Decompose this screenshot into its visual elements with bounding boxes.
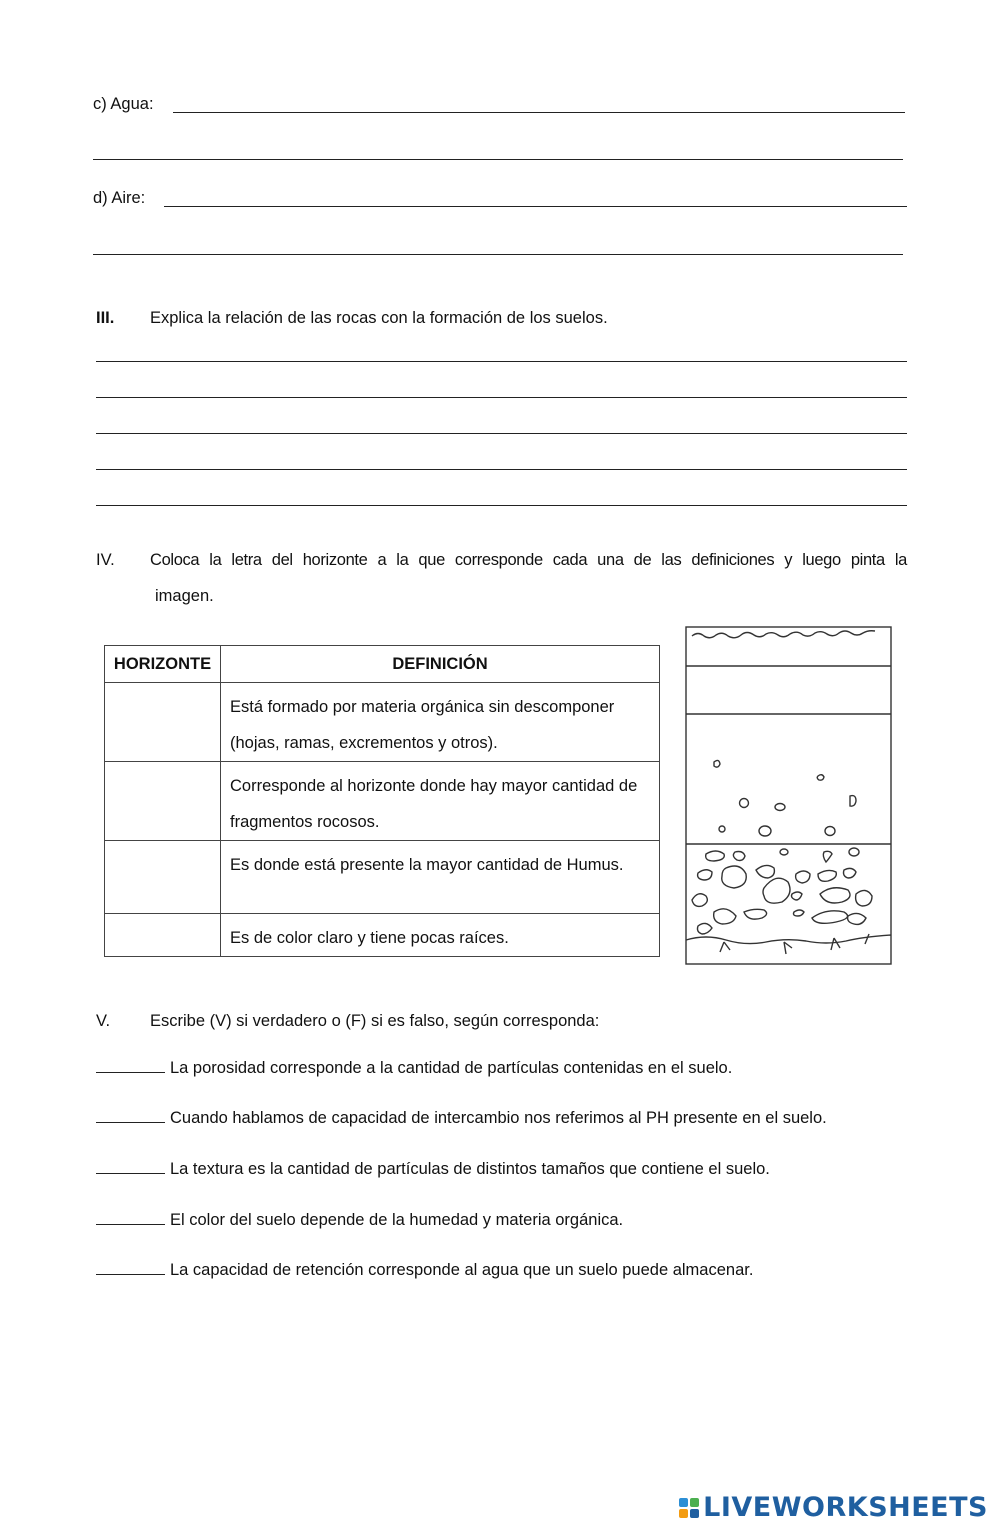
- item-c-answer-line-1[interactable]: [173, 112, 905, 113]
- true-false-item: [96, 1159, 770, 1179]
- true-false-item: [96, 1260, 753, 1280]
- true-false-blank[interactable]: [96, 1058, 165, 1073]
- horizon-answer-cell[interactable]: [105, 683, 221, 762]
- section-v-prompt: Escribe (V) si verdadero o (F) si es falso, según corresponda:: [150, 1012, 600, 1030]
- section-iii-answer-line[interactable]: [96, 361, 907, 362]
- true-false-blank[interactable]: [96, 1108, 165, 1123]
- horizon-answer-cell[interactable]: [105, 841, 221, 914]
- true-false-item: [96, 1108, 827, 1128]
- liveworksheets-logo-icon: [679, 1498, 699, 1518]
- soil-profile-drawing-icon[interactable]: [684, 626, 894, 966]
- definition-cell: Es donde está presente la mayor cantidad de Humus.: [221, 841, 660, 914]
- definition-cell: Es de color claro y tiene pocas raíces.: [221, 914, 660, 957]
- true-false-blank[interactable]: [96, 1210, 165, 1225]
- section-iv-prompt-line2: imagen.: [155, 587, 214, 605]
- section-v-number: V.: [96, 1012, 111, 1030]
- section-iii-answer-line[interactable]: [96, 397, 907, 398]
- horizon-answer-cell[interactable]: [105, 914, 221, 957]
- item-c-label: c) Agua:: [93, 95, 154, 113]
- item-d-label: d) Aire:: [93, 189, 146, 207]
- section-iii-answer-line[interactable]: [96, 433, 907, 434]
- definition-cell: Está formado por materia orgánica sin descomponer (hojas, ramas, excrementos y otros).: [221, 683, 660, 762]
- table-header-horizonte: HORIZONTE: [105, 646, 221, 683]
- item-d-answer-line-1[interactable]: [164, 206, 907, 207]
- item-c-answer-line-2[interactable]: [93, 159, 903, 160]
- statement-text: La porosidad corresponde a la cantidad de partículas contenidas en el suelo.: [170, 1059, 733, 1077]
- section-iii-answer-line[interactable]: [96, 469, 907, 470]
- horizon-table: [104, 645, 660, 957]
- section-iii-prompt: Explica la relación de las rocas con la formación de los suelos.: [150, 309, 608, 327]
- section-iii-number: III.: [96, 309, 115, 327]
- section-iv-number: IV.: [96, 551, 115, 569]
- section-iii-answer-line[interactable]: [96, 505, 907, 506]
- true-false-blank[interactable]: [96, 1159, 165, 1174]
- true-false-item: [96, 1058, 732, 1078]
- statement-text: Cuando hablamos de capacidad de intercambio nos referimos al PH presente en el suelo.: [170, 1109, 827, 1127]
- statement-text: El color del suelo depende de la humedad y materia orgánica.: [170, 1211, 624, 1229]
- definition-cell: Corresponde al horizonte donde hay mayor cantidad de fragmentos rocosos.: [221, 762, 660, 841]
- liveworksheets-logo: [679, 1492, 988, 1523]
- true-false-item: [96, 1210, 623, 1230]
- liveworksheets-wordmark: LIVEWORKSHEETS: [703, 1492, 988, 1523]
- true-false-blank[interactable]: [96, 1260, 165, 1275]
- section-iv-prompt-line1: Coloca la letra del horizonte a la que corresponde cada una de las definiciones y luego pinta la: [150, 551, 907, 569]
- item-d-answer-line-2[interactable]: [93, 254, 903, 255]
- table-header-definicion: DEFINICIÓN: [221, 646, 660, 683]
- horizon-answer-cell[interactable]: [105, 762, 221, 841]
- statement-text: La capacidad de retención corresponde al agua que un suelo puede almacenar.: [170, 1261, 754, 1279]
- statement-text: La textura es la cantidad de partículas de distintos tamaños que contiene el suelo.: [170, 1160, 770, 1178]
